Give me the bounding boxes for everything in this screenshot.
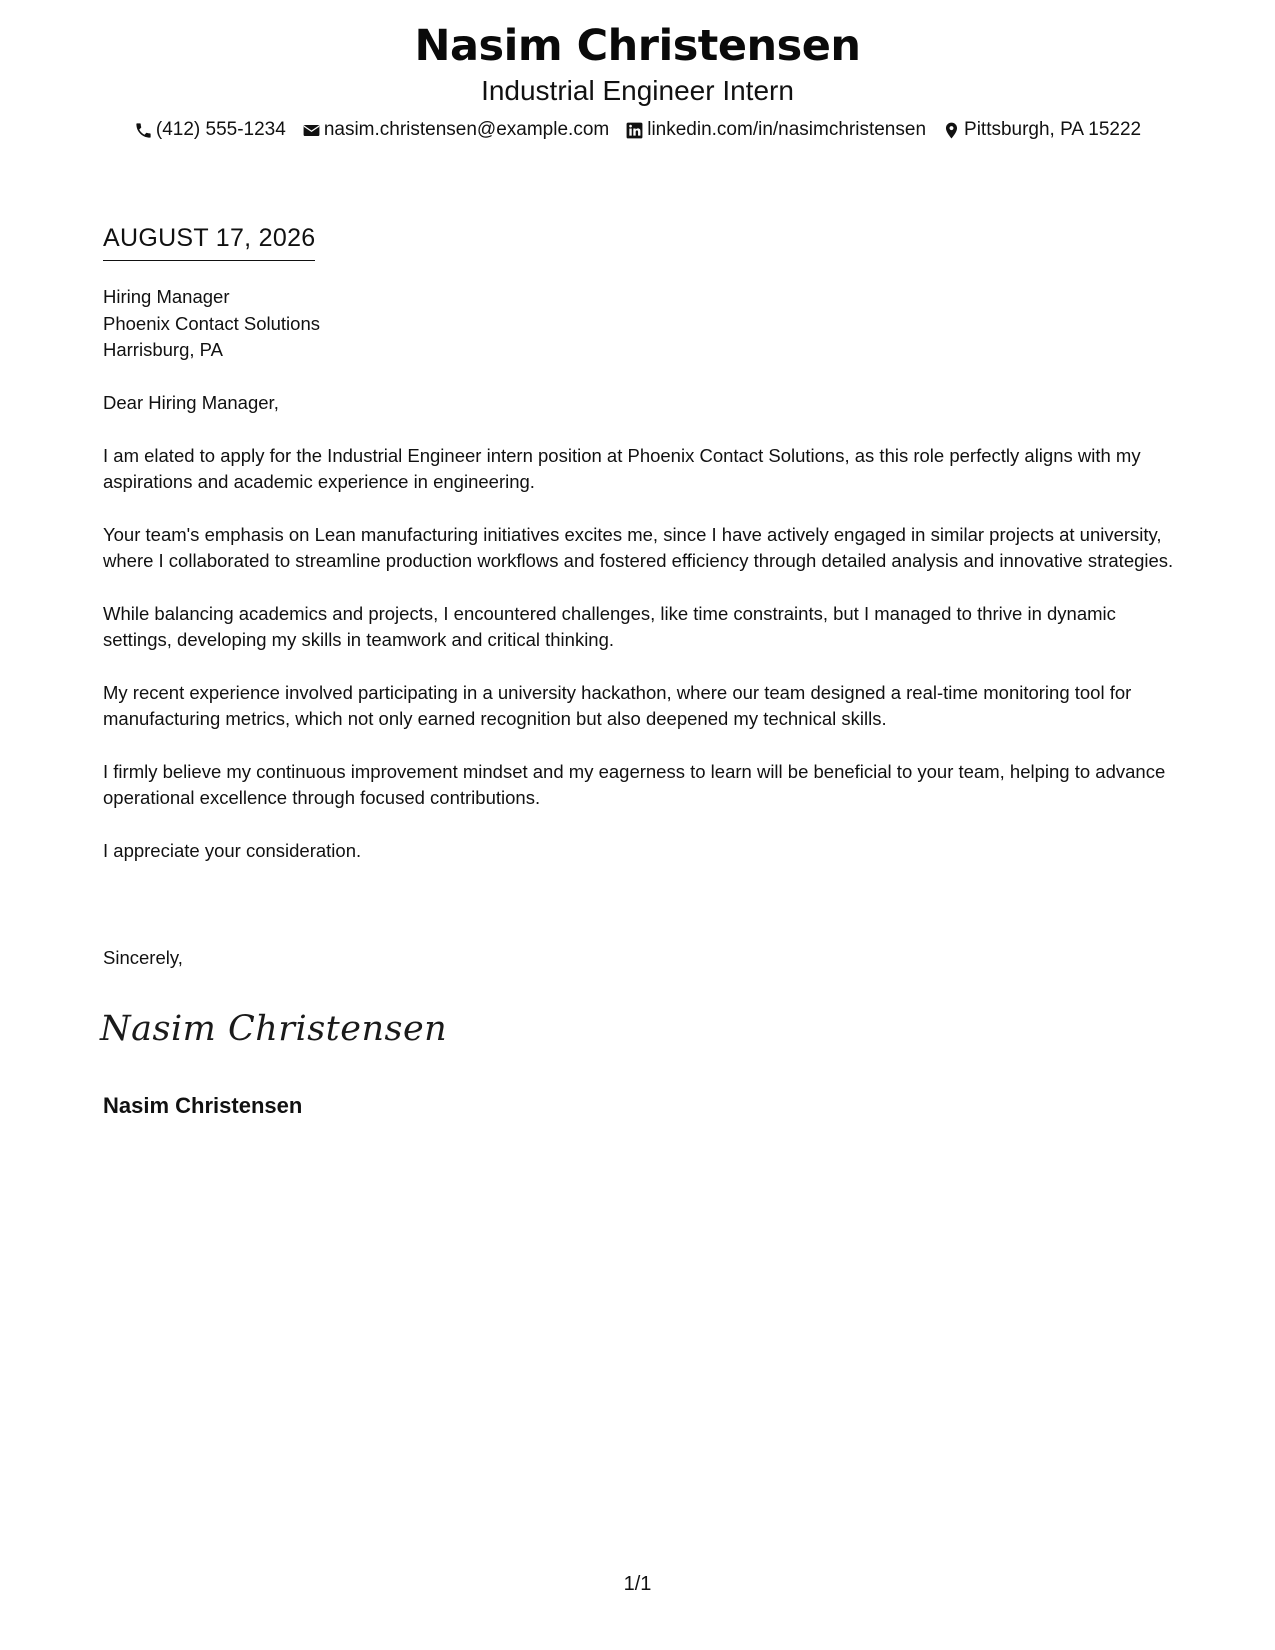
paragraph-6: I appreciate your consideration. <box>103 839 362 861</box>
paragraph-4: My recent experience involved participating in a university hackathon, where our team designed a real-time monitoring tool for manufacturing metrics, which not only earned recognition but also deepened my technical skills. <box>103 681 1132 729</box>
email-text: nasim.christensen@example.com <box>323 119 610 140</box>
applicant-name: Nasim Christensen <box>414 21 861 71</box>
recipient-role: Hiring Manager <box>103 286 230 307</box>
signature-image <box>100 1004 448 1054</box>
date-block <box>103 222 315 261</box>
recipient-location: Harrisburg, PA <box>103 339 223 360</box>
contact-email[interactable] <box>302 118 609 142</box>
recipient-company: Phoenix Contact Solutions <box>103 312 320 334</box>
applicant-title: Industrial Engineer Intern <box>481 75 794 106</box>
paragraph-1: I am elated to apply for the Industrial Engineer intern position at Phoenix Contact Solutions, as this role perfectly aligns with my aspirations and academic experience in engineering. <box>103 444 1141 492</box>
letter-header <box>0 18 1275 142</box>
envelope-icon <box>302 121 321 140</box>
phone-text: (412) 555-1234 <box>155 119 286 140</box>
linkedin-text: linkedin.com/in/nasimchristensen <box>647 119 927 140</box>
paragraph-5: I firmly believe my continuous improvement mindset and my eagerness to learn will be beneficial to your team, helping to advance operational excellence through focused contributions. <box>103 760 1166 808</box>
map-pin-icon <box>942 121 961 140</box>
contact-linkedin[interactable] <box>625 118 926 142</box>
location-text: Pittsburgh, PA 15222 <box>964 119 1142 140</box>
paragraph-3: While balancing academics and projects, I encountered challenges, like time constraints, but I managed to thrive in dynamic settings, developing my skills in teamwork and critical thinking. <box>103 602 1116 650</box>
recipient-block <box>103 284 320 364</box>
signature-text: Nasim Christensen <box>100 1009 448 1049</box>
salutation: Dear Hiring Manager, <box>103 392 279 413</box>
contact-bar <box>0 118 1275 142</box>
letter-date: AUGUST 17, 2026 <box>103 222 315 261</box>
signer-name: Nasim Christensen <box>103 1093 303 1118</box>
letter-body <box>103 390 1178 890</box>
linkedin-icon <box>625 121 644 140</box>
paragraph-2: Your team's emphasis on Lean manufacturing initiatives excites me, since I have actively engaged in similar projects at university, where I collaborated to streamline production workflows and fostered efficiency through detailed analysis and innovative strategies. <box>103 523 1174 571</box>
contact-location <box>942 118 1141 142</box>
page-number: 1/1 <box>623 1573 652 1595</box>
contact-phone[interactable] <box>134 118 286 142</box>
phone-icon <box>134 121 153 140</box>
closing: Sincerely, <box>103 947 183 968</box>
